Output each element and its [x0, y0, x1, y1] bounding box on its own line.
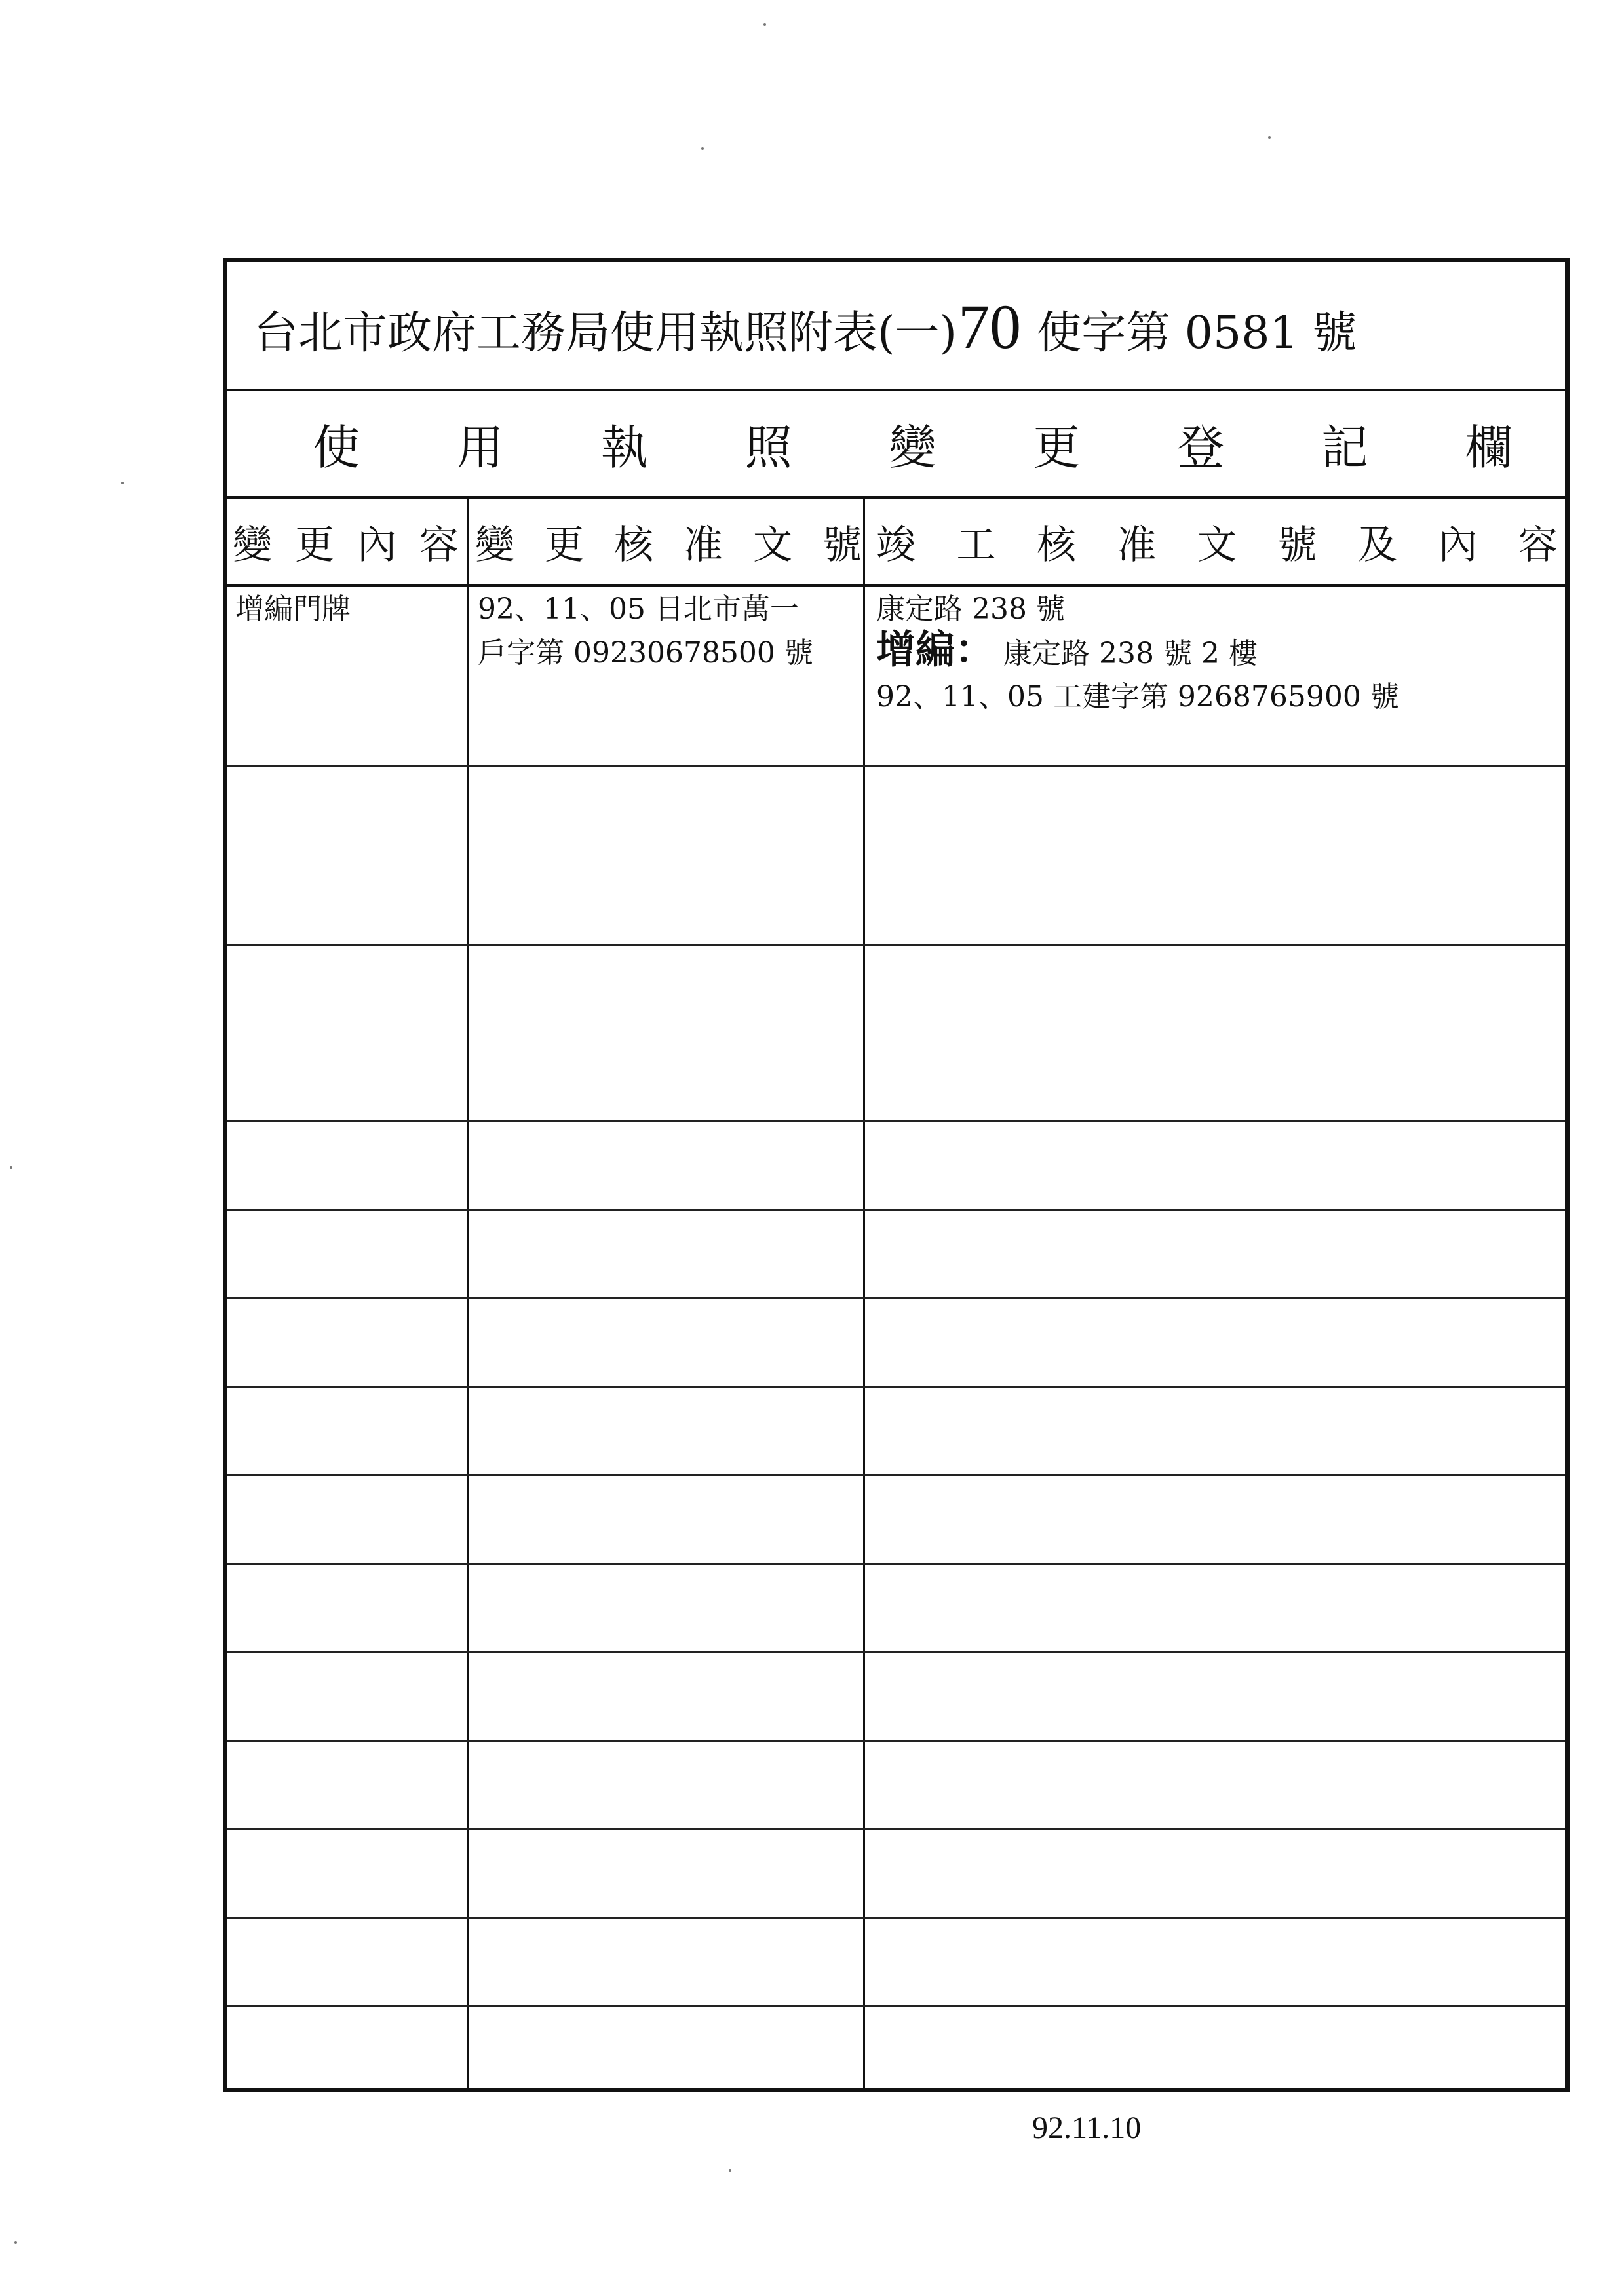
register-char: 登 — [1177, 420, 1225, 475]
completion-address: 康定路 238 號 2 樓 — [1003, 637, 1258, 670]
row-divider — [227, 2005, 1565, 2007]
row-divider — [227, 1386, 1565, 1388]
register-char: 使 — [313, 420, 360, 475]
entry-completion-line1: 康定路 238 號 — [876, 592, 1065, 626]
row-divider — [227, 1917, 1565, 1919]
register-char: 執 — [600, 420, 648, 475]
scan-speck — [701, 147, 704, 150]
register-char: 更 — [1033, 420, 1081, 475]
entry-change-content: 增編門牌 — [235, 592, 351, 626]
title-prefix: 台北市政府工務局使用執照附表(一) — [254, 307, 957, 359]
scan-speck — [10, 1166, 12, 1169]
row-divider — [227, 1209, 1565, 1211]
scan-speck — [121, 482, 124, 484]
row-divider — [227, 1740, 1565, 1742]
entry-approval-line2: 戶字第 09230678500 號 — [478, 636, 813, 670]
license-appendix-form — [223, 258, 1570, 2092]
footer-date: 92.11.10 — [1032, 2111, 1142, 2145]
header-change-content: 變 更 內 容 — [233, 522, 459, 568]
scan-speck — [763, 23, 766, 26]
column-divider — [863, 499, 865, 2088]
header-completion-approval: 竣 工 核 准 文 號 及 內 容 — [876, 522, 1558, 568]
header-change-approval-no: 變 更 核 准 文 號 — [475, 522, 862, 568]
row-divider — [227, 1828, 1565, 1830]
row-divider — [227, 1120, 1565, 1122]
scan-speck — [729, 2169, 731, 2172]
row-divider — [227, 765, 1565, 767]
register-heading — [227, 391, 1565, 499]
scan-speck — [1268, 136, 1271, 139]
table-header — [227, 499, 1565, 587]
row-divider — [227, 1651, 1565, 1653]
entry-approval-line1: 92、11、05 日北市萬一 — [478, 592, 799, 626]
row-divider — [227, 944, 1565, 946]
row-divider — [227, 1474, 1565, 1476]
register-char: 用 — [456, 420, 504, 475]
form-title — [227, 262, 1565, 391]
entry-completion-line2 — [876, 627, 1258, 674]
register-char: 變 — [889, 420, 936, 475]
row-divider — [227, 1563, 1565, 1565]
column-divider — [467, 499, 469, 2088]
title-suffix: 使字第 0581 號 — [1037, 307, 1357, 359]
register-char: 記 — [1321, 420, 1369, 475]
register-char: 照 — [744, 420, 792, 475]
scan-speck — [14, 2241, 17, 2244]
completion-label: 增編： — [876, 627, 994, 673]
register-char: 欄 — [1465, 420, 1513, 475]
entry-completion-line3: 92、11、05 工建字第 9268765900 號 — [876, 680, 1399, 714]
license-number: 70 — [958, 292, 1022, 362]
row-divider — [227, 1297, 1565, 1299]
